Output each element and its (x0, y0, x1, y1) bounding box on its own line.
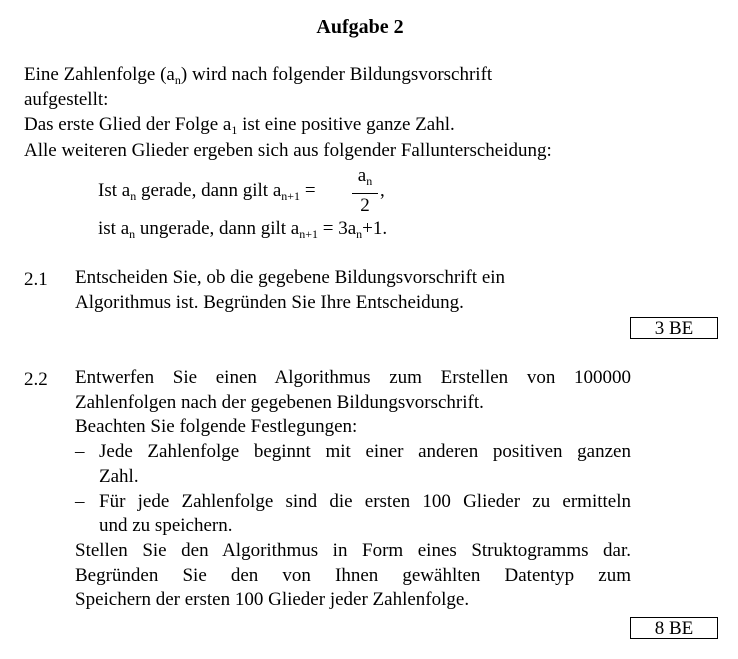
task-line: Begründen Sie den von Ihnen gewählten Datentyp zum (75, 564, 631, 586)
bullet-item (75, 440, 631, 489)
task-text (75, 266, 631, 315)
points-box: 3 BE (630, 317, 718, 339)
formula-text: = 3a (318, 218, 357, 239)
formula-even (98, 180, 316, 207)
formula-text: gerade, dann gilt a (136, 180, 282, 201)
subscript: n (174, 73, 181, 87)
dash-bullet: – (75, 490, 85, 512)
fraction-numerator (352, 166, 378, 191)
fraction-denominator: 2 (360, 195, 370, 216)
fraction-bar (352, 193, 378, 194)
task-number: 2.1 (24, 269, 48, 290)
intro-line-1 (24, 64, 492, 91)
numerator-text: a (357, 165, 367, 186)
subscript: n (129, 227, 136, 241)
bullet-item (75, 490, 631, 539)
subscript: n (366, 174, 373, 188)
formula-text: ungerade, dann gilt a (135, 218, 300, 239)
intro-line-4: Alle weiteren Glieder ergeben sich aus folgender Fallunterscheidung: (24, 140, 552, 161)
points-box: 8 BE (630, 617, 718, 639)
bullet-line: und zu speichern. (99, 515, 233, 537)
bullet-line: Jede Zahlenfolge beginnt mit einer anderen positiven ganzen (99, 441, 631, 463)
subscript: n+1 (281, 189, 301, 203)
formula-text: = (300, 180, 316, 201)
task-line: Entwerfen Sie einen Algorithmus zum Erstellen von 100000 (75, 367, 631, 388)
fraction (352, 166, 378, 216)
formula-text: +1. (362, 218, 388, 239)
formula-text: Ist a (98, 180, 131, 201)
task-line: Algorithmus ist. Begründen Sie Ihre Entscheidung. (75, 291, 464, 313)
task-text (75, 366, 631, 613)
page-title: Aufgabe 2 (316, 16, 404, 38)
task-line: Stellen Sie den Algorithmus in Form eines Struktogramms dar. (75, 539, 631, 561)
task-line: Entscheiden Sie, ob die gegebene Bildungsvorschrift ein (75, 267, 506, 288)
task-line: Zahlenfolgen nach der gegebenen Bildungsvorschrift. (75, 391, 484, 413)
bullet-line: Für jede Zahlenfolge sind die ersten 100 Glieder zu ermitteln (99, 490, 631, 512)
formula-odd (98, 218, 387, 245)
subscript: n (130, 189, 137, 203)
intro-text: ) wird nach folgender Bildungsvorschrift (180, 64, 493, 85)
subscript: 1 (231, 123, 238, 137)
intro-line-2: aufgestellt: (24, 89, 109, 110)
intro-line-3 (24, 114, 455, 141)
task-number: 2.2 (24, 369, 48, 390)
intro-text: ist eine positive ganze Zahl. (237, 114, 455, 135)
subscript: n (356, 227, 363, 241)
intro-text: Das erste Glied der Folge a (24, 114, 232, 135)
task-line: Speichern der ersten 100 Glieder jeder Zahlenfolge. (75, 589, 470, 611)
task-line: Beachten Sie folgende Festlegungen: (75, 416, 358, 438)
dash-bullet: – (75, 441, 85, 463)
formula-text: ist a (98, 218, 130, 239)
intro-text: Eine Zahlenfolge (a (24, 64, 175, 85)
bullet-line: Zahl. (99, 465, 139, 487)
subscript: n+1 (299, 227, 319, 241)
formula-comma: , (380, 180, 385, 201)
